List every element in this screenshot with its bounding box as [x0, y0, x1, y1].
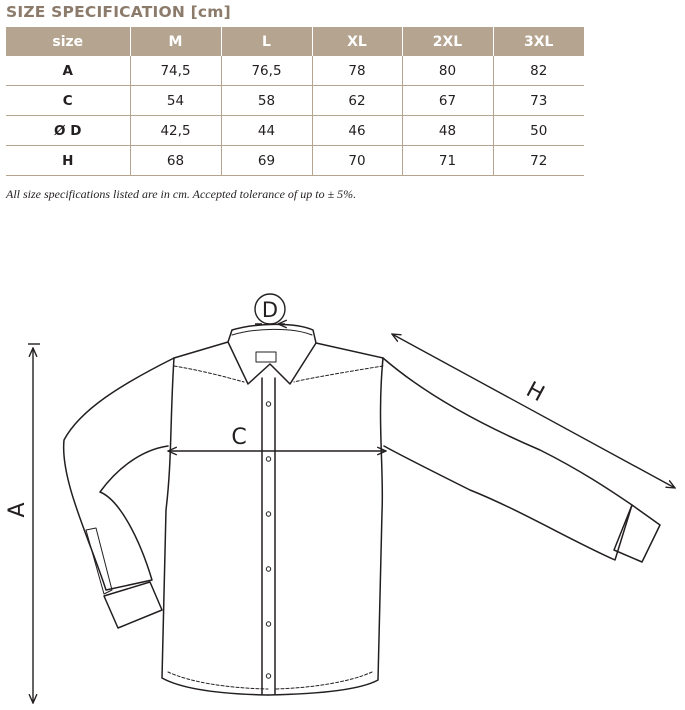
shirt-placket — [262, 378, 275, 694]
tolerance-note: All size specifications listed are in cm. Accepted tolerance of up to ± 5%. — [6, 187, 357, 201]
table-cell: 76,5 — [221, 56, 312, 86]
row-label: A — [6, 56, 130, 86]
table-cell: 54 — [130, 86, 221, 116]
shirt-buttons — [266, 402, 270, 678]
table-cell: 58 — [221, 86, 312, 116]
table-cell: 42,5 — [130, 116, 221, 146]
measurement-lines — [28, 294, 675, 703]
column-header: L — [221, 27, 312, 56]
shirt-right-cuff — [614, 505, 660, 562]
table-cell: 48 — [402, 116, 493, 146]
shirt-body-right-edge — [268, 358, 383, 695]
table-cell: 46 — [312, 116, 402, 146]
table-cell: 73 — [493, 86, 584, 116]
table-cell: 82 — [493, 56, 584, 86]
shirt-yoke-seam — [174, 366, 383, 382]
table-cell: 70 — [312, 146, 402, 176]
shirt-illustration — [64, 324, 660, 695]
table-cell: 71 — [402, 146, 493, 176]
shirt-left-sleeve — [64, 358, 174, 590]
column-header: M — [130, 27, 221, 56]
table-cell: 69 — [221, 146, 312, 176]
table-cell: 50 — [493, 116, 584, 146]
shirt-collar — [228, 324, 316, 384]
column-header: 3XL — [493, 27, 584, 56]
page-title: SIZE SPECIFICATION [cm] — [6, 3, 231, 21]
table-cell: 44 — [221, 116, 312, 146]
column-header: 2XL — [402, 27, 493, 56]
table-cell: 78 — [312, 56, 402, 86]
row-label: Ø D — [6, 116, 130, 146]
column-header: size — [6, 27, 130, 56]
table-cell: 67 — [402, 86, 493, 116]
table-cell: 72 — [493, 146, 584, 176]
table-cell: 62 — [312, 86, 402, 116]
shirt-body-left-edge — [162, 358, 268, 695]
column-header: XL — [312, 27, 402, 56]
measure-h-label: H — [521, 377, 549, 408]
shirt-left-shoulder — [174, 342, 228, 358]
row-label: H — [6, 146, 130, 176]
table-cell: 68 — [130, 146, 221, 176]
measurement-labels — [5, 298, 548, 518]
shirt-collar-band — [232, 329, 312, 335]
table-cell: 80 — [402, 56, 493, 86]
collar-label — [256, 352, 276, 362]
shirt-left-cuff-slit — [86, 528, 112, 594]
measure-a-label: A — [5, 502, 30, 518]
shirt-right-sleeve — [383, 358, 632, 560]
row-label: C — [6, 86, 130, 116]
table-cell: 74,5 — [130, 56, 221, 86]
shirt-right-shoulder — [316, 343, 383, 358]
measure-h-line — [392, 334, 675, 488]
measure-c-label: C — [231, 425, 247, 450]
measure-d-label: D — [261, 298, 279, 322]
